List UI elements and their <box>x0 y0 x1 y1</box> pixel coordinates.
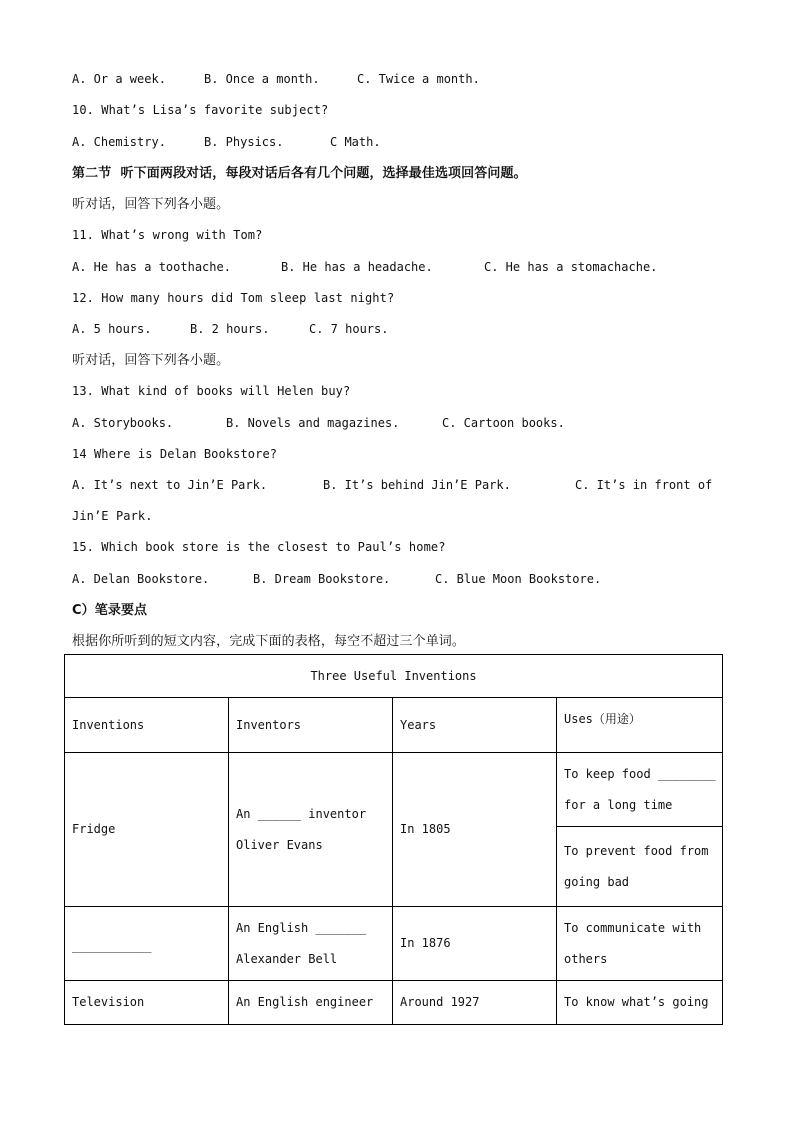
q9-option-c: C. Twice a month. <box>357 72 480 86</box>
section-2-heading: 第二节 听下面两段对话，每段对话后各有几个问题，选择最佳选项回答问题。 <box>72 166 527 181</box>
fridge-use-2-line1: To prevent food from <box>564 843 709 858</box>
header-years: Years <box>393 698 557 753</box>
table-title: Three Useful Inventions <box>65 655 723 698</box>
tv-inventor: An English engineer <box>229 981 393 1025</box>
q10-option-c: C Math. <box>330 135 381 149</box>
q13-option-b: B. Novels and magazines. <box>226 416 400 430</box>
phone-use-line1: To communicate with <box>564 920 702 935</box>
fridge-use-1-line2: for a long time <box>564 797 673 812</box>
section-c-heading: C）笔录要点 <box>72 603 148 618</box>
fridge-year: In 1805 <box>393 753 557 907</box>
q11-option-c: C. He has a stomachache. <box>484 260 658 274</box>
fridge-inventor <box>229 753 393 907</box>
header-uses-en: Uses <box>564 712 593 726</box>
q12-option-b: B. 2 hours. <box>190 322 270 336</box>
phone-year: In 1876 <box>393 907 557 981</box>
question-10: 10. What’s Lisa’s favorite subject? <box>72 103 329 117</box>
phone-inventor-line1: An English _______ <box>236 920 367 935</box>
fridge-use-2-line2: going bad <box>564 874 630 889</box>
q11-option-a: A. He has a toothache. <box>72 260 231 274</box>
dialog-1-instruction: 听对话，回答下列各小题。 <box>72 197 230 212</box>
fridge-use-1-line1: To keep food ________ <box>564 766 716 781</box>
q14-option-b: B. It’s behind Jin’E Park. <box>323 478 511 492</box>
q9-option-b: B. Once a month. <box>204 72 320 86</box>
q9-option-a: A. Or a week. <box>72 72 166 86</box>
tv-use: To know what’s going <box>557 981 723 1025</box>
q11-option-b: B. He has a headache. <box>281 260 433 274</box>
fridge-inventor-line2: Oliver Evans <box>236 837 323 852</box>
phone-inventor-line2: Alexander Bell <box>236 951 338 966</box>
q14-option-c-continuation: Jin’E Park. <box>72 509 153 523</box>
header-uses <box>557 698 723 753</box>
fridge-use-2 <box>557 827 723 907</box>
question-13: 13. What kind of books will Helen buy? <box>72 384 351 398</box>
question-12: 12. How many hours did Tom sleep last night? <box>72 291 395 305</box>
phone-name-blank: ___________ <box>65 907 229 981</box>
q12-option-c: C. 7 hours. <box>309 322 389 336</box>
q15-option-c: C. Blue Moon Bookstore. <box>435 572 602 586</box>
fridge-inventor-line1: An ______ inventor <box>236 806 367 821</box>
question-14: 14 Where is Delan Bookstore? <box>72 447 278 461</box>
q15-option-b: B. Dream Bookstore. <box>253 572 391 586</box>
fridge-name: Fridge <box>65 753 229 907</box>
q15-option-a: A. Delan Bookstore. <box>72 572 210 586</box>
header-inventions: Inventions <box>65 698 229 753</box>
q13-option-a: A. Storybooks. <box>72 416 174 430</box>
q13-option-c: C. Cartoon books. <box>442 416 565 430</box>
header-uses-cn: （用途） <box>592 712 641 726</box>
dialog-2-instruction: 听对话，回答下列各小题。 <box>72 353 230 368</box>
question-15: 15. Which book store is the closest to Paul’s home? <box>72 540 446 554</box>
q12-option-a: A. 5 hours. <box>72 322 152 336</box>
phone-use <box>557 907 723 981</box>
q10-option-b: B. Physics. <box>204 135 284 149</box>
q14-option-c: C. It’s in front of <box>575 478 713 492</box>
q10-option-a: A. Chemistry. <box>72 135 166 149</box>
inventions-table <box>64 654 723 1025</box>
tv-year: Around 1927 <box>393 981 557 1025</box>
header-inventors: Inventors <box>229 698 393 753</box>
phone-inventor <box>229 907 393 981</box>
section-c-instruction: 根据你所听到的短文内容，完成下面的表格，每空不超过三个单词。 <box>72 634 466 649</box>
tv-name: Television <box>65 981 229 1025</box>
q14-option-a: A. It’s next to Jin’E Park. <box>72 478 268 492</box>
fridge-use-1 <box>557 753 723 827</box>
phone-use-line2: others <box>564 951 608 966</box>
question-11: 11. What’s wrong with Tom? <box>72 228 263 242</box>
